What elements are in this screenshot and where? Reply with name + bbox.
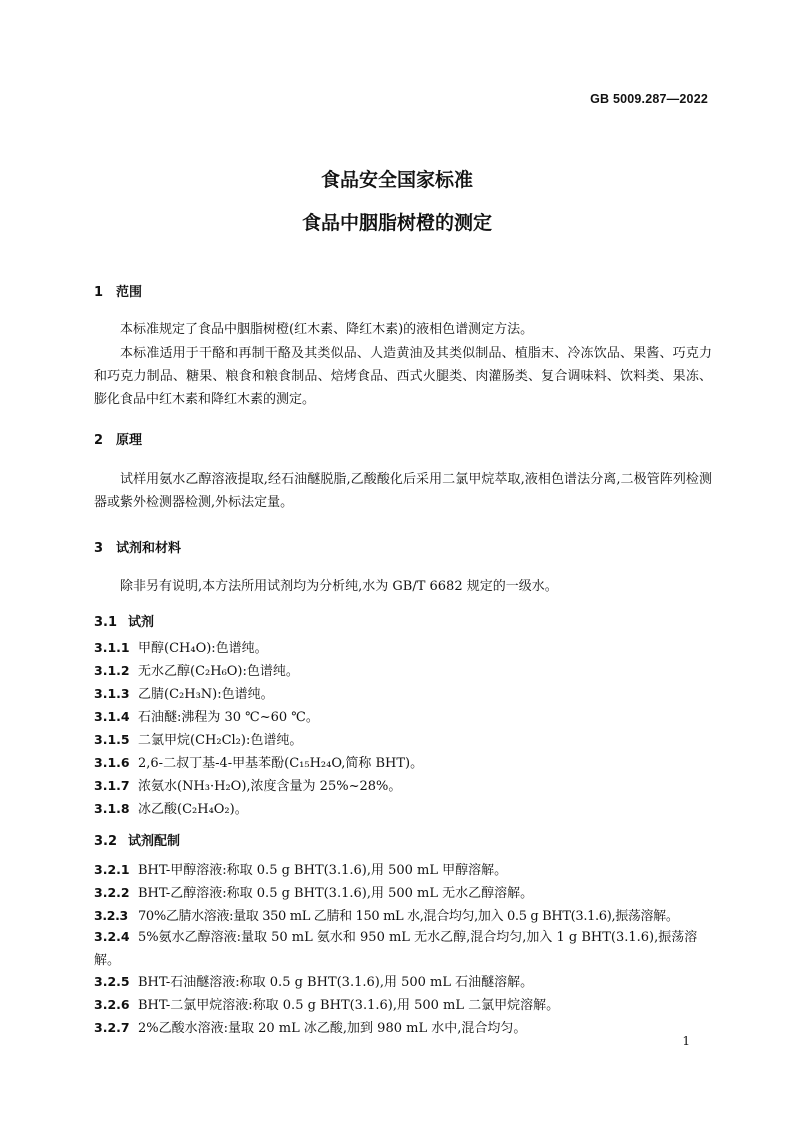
subsection-heading-preparation — [94, 830, 180, 849]
item-number: 3.2.6 — [94, 997, 130, 1012]
item-number: 3.2.7 — [94, 1020, 130, 1035]
item-number: 3.2.3 — [94, 908, 128, 923]
section-heading-reagents — [94, 537, 181, 556]
list-item — [94, 774, 712, 798]
list-item — [94, 858, 712, 882]
item-number: 3.1.1 — [94, 640, 130, 655]
section-title: 试剂和材料 — [116, 541, 182, 556]
item-text: BHT-甲醇溶液:称取 0.5 g BHT(3.1.6),用 500 mL 甲醇溶解。 — [138, 863, 508, 878]
list-item — [94, 970, 712, 994]
item-number: 3.1.5 — [94, 732, 130, 747]
item-number: 3.1.6 — [94, 755, 130, 770]
item-number: 3.2.5 — [94, 974, 130, 989]
section-heading-scope — [94, 281, 142, 300]
section-number: 2 — [94, 433, 104, 448]
item-text: 2%乙酸水溶液:量取 20 mL 冰乙酸,加到 980 mL 水中,混合均匀。 — [138, 1021, 527, 1036]
item-number: 3.1.8 — [94, 801, 130, 816]
item-number: 3.1.7 — [94, 778, 130, 793]
item-text: 2,6-二叔丁基-4-甲基苯酚(C₁₅H₂₄O,简称 BHT)。 — [138, 756, 424, 771]
standard-number: GB 5009.287—2022 — [590, 92, 708, 106]
list-item — [94, 659, 712, 683]
list-item — [94, 925, 712, 972]
item-text: 二氯甲烷(CH₂Cl₂):色谱纯。 — [138, 733, 303, 748]
item-text: 无水乙醇(C₂H₆O):色谱纯。 — [138, 664, 299, 679]
list-item — [94, 993, 712, 1017]
list-item — [94, 705, 712, 729]
item-number: 3.2.2 — [94, 885, 130, 900]
section-number: 3 — [94, 541, 104, 556]
item-text: 浓氨水(NH₃·H₂O),浓度含量为 25%~28%。 — [138, 779, 402, 794]
section-number: 3.2 — [94, 834, 118, 849]
list-item — [94, 682, 712, 706]
page-number: 1 — [682, 1034, 690, 1048]
item-number: 3.1.4 — [94, 709, 130, 724]
item-number: 3.1.3 — [94, 686, 130, 701]
paragraph: 试样用氨水乙醇溶液提取,经石油醚脱脂,乙酸酸化后采用二氯甲烷萃取,液相色谱法分离,二极管阵列检测器或紫外检测器检测,外标法定量。 — [94, 472, 712, 510]
paragraph: 本标准规定了食品中胭脂树橙(红木素、降红木素)的液相色谱测定方法。 — [120, 322, 534, 337]
section-title: 原理 — [116, 433, 143, 448]
paragraph: 本标准适用于干酪和再制干酪及其类似品、人造黄油及其类似制品、植脂末、冷冻饮品、果酱、巧克力和巧克力制品、糖果、粮食和粮食制品、焙烤食品、西式火腿类、肉灌肠类、复合调味料、饮料类、果冻、膨化食品中红木素和降红木素的测定。 — [94, 346, 712, 407]
section-title: 试剂配制 — [128, 834, 181, 849]
list-item — [94, 751, 712, 775]
section-number: 3.1 — [94, 615, 118, 630]
section-number: 1 — [94, 285, 104, 300]
subsection-heading-reagents — [94, 611, 154, 630]
list-item — [94, 636, 712, 660]
item-text: 石油醚:沸程为 30 ℃~60 ℃。 — [138, 710, 319, 725]
item-text: 70%乙腈水溶液:量取 350 mL 乙腈和 150 mL 水,混合均匀,加入 0.5 g BHT(3.1.6),振荡溶解。 — [138, 909, 679, 924]
list-item — [94, 797, 712, 821]
list-item — [94, 881, 712, 905]
document-subtitle: 食品中胭脂树橙的测定 — [301, 212, 492, 234]
item-number: 3.1.2 — [94, 663, 130, 678]
item-text: BHT-二氯甲烷溶液:称取 0.5 g BHT(3.1.6),用 500 mL 二氯甲烷溶解。 — [138, 998, 560, 1013]
section-title: 范围 — [116, 285, 143, 300]
item-number: 3.2.4 — [94, 929, 130, 944]
item-text: 5%氨水乙醇溶液:量取 50 mL 氨水和 950 mL 无水乙醇,混合均匀,加入 1 g BHT(3.1.6),振荡溶解。 — [94, 930, 698, 968]
item-text: 甲醇(CH₄O):色谱纯。 — [138, 641, 268, 656]
item-text: BHT-石油醚溶液:称取 0.5 g BHT(3.1.6),用 500 mL 石油醚溶解。 — [138, 975, 534, 990]
item-text: BHT-乙醇溶液:称取 0.5 g BHT(3.1.6),用 500 mL 无水乙醇溶解。 — [138, 886, 534, 901]
list-item — [94, 728, 712, 752]
item-text: 冰乙酸(C₂H₄O₂)。 — [138, 802, 248, 817]
list-item — [94, 1016, 712, 1040]
paragraph: 除非另有说明,本方法所用试剂均为分析纯,水为 GB/T 6682 规定的一级水。 — [120, 579, 558, 594]
section-heading-principle — [94, 429, 142, 448]
item-number: 3.2.1 — [94, 862, 130, 877]
document-title: 食品安全国家标准 — [320, 169, 473, 191]
item-text: 乙腈(C₂H₃N):色谱纯。 — [138, 687, 274, 702]
section-title: 试剂 — [128, 615, 155, 630]
